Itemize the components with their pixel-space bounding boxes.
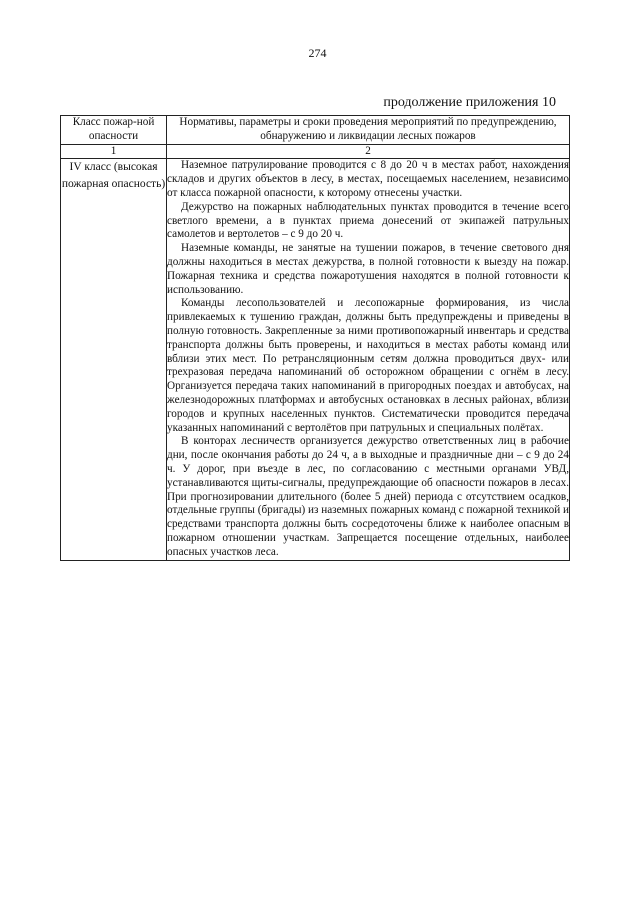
page-number: 274 <box>308 46 327 60</box>
fire-class-cell: IV класс (высокая пожарная опасность) <box>61 159 167 560</box>
table-header-row <box>61 116 570 145</box>
header-norms: Нормативы, параметры и сроки проведения мероприятий по предупреждению, обнаружению и ликвидации лесных пожаров <box>167 116 570 145</box>
paragraph-forestry-duty: В конторах лесничеств организуется дежурство ответственных лиц в рабочие дни, после окончания работы до 24 ч, а в выходные и праздничные дни – с 9 до 24 ч. У дорог, при въезде в лес, по согласованию с местными органами УВД, устанавливаются щиты-сигналы, предупреждающие об опасности пожаров в лесах. При прогнозировании длительного (более 5 дней) периода с отсутствием осадков, отдельные группы (бригады) из наземных пожарных команд с пожарной техникой и средствами транспорта должны быть сосредоточены ближе к наиболее опасным в пожарном отношении участкам. Запрещается посещение отдельных, наиболее опасных участков леса. <box>167 435 569 558</box>
paragraph-patrol: Наземное патрулирование проводится с 8 до 20 ч в местах работ, нахождения складов и других объектов в лесу, в местах, посещаемых населением, независимо от класса пожарной опасности, к которому отнесены участки. <box>167 159 569 199</box>
norms-table <box>60 115 570 561</box>
table-row <box>61 159 570 560</box>
paragraph-observation-duty: Дежурство на пожарных наблюдательных пунктах проводится в течение всего светлого времени, а в пунктах приема донесений от экипажей патрульных самолетов и вертолетов – с 9 до 20 ч. <box>167 200 569 241</box>
paragraph-forest-users: Команды лесопользователей и лесопожарные формирования, из числа привлекаемых к тушению граждан, должны быть предупреждены и приведены в полную готовность. Закрепленные за ними противопожарный инвентарь и средства транспорта должны быть проверены, и находиться в местах работы команд или вблизи этих мест. По ретрансляционным сетям должна проводиться двух- или трехразовая передача напоминаний об осторожном обращении с огнём в лесу. Организуется передача таких напоминаний в пригородных поездах и автобусах, на железнодорожных платформах и автобусных остановках в лесных районах, вблизи городов и крупных населенных пунктов. Систематически проводится передача указанных напоминаний с вертолётов при патрульных и специальных полётах. <box>167 297 569 434</box>
continuation-label: продолжение приложения 10 <box>383 95 556 110</box>
column-number-1: 1 <box>61 144 167 159</box>
paragraph-ground-teams: Наземные команды, не занятые на тушении пожаров, в течение светового дня должны находиться в местах дежурства, в полной готовности к выезду на пожар. Пожарная техника и средства пожаротушения находятся в полной готовности к использованию. <box>167 242 569 296</box>
column-number-row <box>61 144 570 159</box>
column-number-2: 2 <box>167 144 570 159</box>
header-fire-class: Класс пожар-ной опасности <box>61 116 167 145</box>
norms-text-cell <box>167 159 570 560</box>
